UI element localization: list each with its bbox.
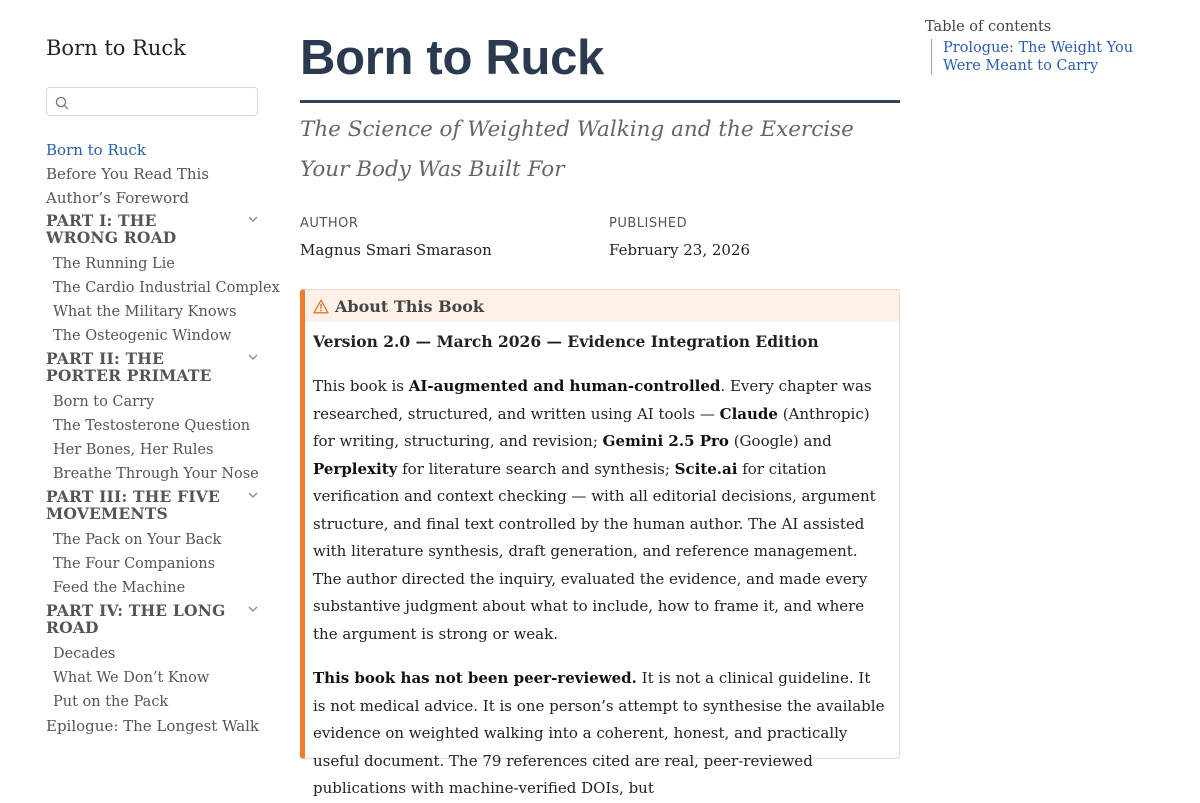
toc-link-prologue[interactable]: Prologue: The Weight You Were Meant to Carry xyxy=(943,40,1134,74)
search-icon xyxy=(55,96,69,110)
bold-text: Claude xyxy=(719,404,778,423)
nav-part-title: PART IV: THE LONG ROAD xyxy=(46,601,226,637)
site-title[interactable]: Born to Ruck xyxy=(46,36,186,60)
nav-chapter[interactable]: The Testosterone Question xyxy=(53,418,251,434)
sidebar-nav xyxy=(46,138,280,738)
text: This book is xyxy=(313,377,409,395)
author-block xyxy=(300,216,492,259)
version-line: Version 2.0 — March 2026 — Evidence Integration Edition xyxy=(313,332,819,351)
main-content xyxy=(300,0,900,797)
text: . Every chapter was researched, structured, and written using AI tools — xyxy=(313,377,872,423)
sidebar xyxy=(46,0,280,750)
search-input[interactable] xyxy=(73,91,253,112)
paragraph-ai-disclosure xyxy=(313,373,887,648)
published-date: February 23, 2026 xyxy=(609,241,751,259)
text: It is not a clinical guideline. It is not medical advice. It is one person’s attempt to synthesise the available evidence on weighted walking into a coherent, honest, and practically useful document. The 79 references cited are real, peer-reviewed publications with machine-verified DOIs, but xyxy=(313,669,885,797)
paragraph-peer-review xyxy=(313,665,887,803)
nav-chapter[interactable]: The Osteogenic Window xyxy=(53,328,232,344)
published-block xyxy=(609,216,750,259)
nav-chapter[interactable]: The Four Companions xyxy=(53,556,216,572)
title-divider xyxy=(300,100,900,103)
toc-list xyxy=(931,39,1175,75)
page-subtitle: The Science of Weighted Walking and the Exercise Your Body Was Built For xyxy=(300,117,854,182)
nav-part-title: PART I: THE WRONG ROAD xyxy=(46,211,177,247)
chevron-down-icon[interactable] xyxy=(246,602,260,616)
nav-chapter[interactable]: The Pack on Your Back xyxy=(53,532,222,548)
bold-text: Scite.ai xyxy=(674,459,738,478)
nav-part-title: PART II: THE PORTER PRIMATE xyxy=(46,349,212,385)
bold-text: This book has not been peer-reviewed. xyxy=(313,669,637,687)
nav-chapter[interactable]: Born to Carry xyxy=(53,394,155,410)
nav-chapter[interactable]: Breathe Through Your Nose xyxy=(53,466,259,482)
text: (Anthropic) for writing, structuring, and revision; xyxy=(313,404,870,450)
bold-text: Perplexity xyxy=(313,459,398,478)
text: for literature search and synthesis; xyxy=(397,459,675,478)
search-box[interactable] xyxy=(46,87,258,116)
nav-item-born-to-ruck[interactable]: Born to Ruck xyxy=(46,141,146,159)
nav-part-4[interactable] xyxy=(46,602,260,636)
bold-text: Gemini 2.5 Pro xyxy=(602,432,729,450)
author-name: Magnus Smari Smarason xyxy=(300,241,492,259)
nav-chapter[interactable]: Feed the Machine xyxy=(53,580,186,596)
chevron-down-icon[interactable] xyxy=(246,212,260,226)
nav-chapter[interactable]: Put on the Pack xyxy=(53,694,169,710)
chevron-down-icon[interactable] xyxy=(246,488,260,502)
text: (Google) and xyxy=(728,432,832,450)
bold-text: AI-augmented and human-controlled xyxy=(408,377,721,395)
callout-header xyxy=(305,290,899,322)
nav-chapter[interactable]: What We Don’t Know xyxy=(53,670,210,686)
nav-item-authors-foreword[interactable]: Author’s Foreword xyxy=(46,189,189,207)
callout-title: About This Book xyxy=(335,296,485,316)
toc-heading: Table of contents xyxy=(925,19,1052,35)
nav-part-title: PART III: THE FIVE MOVEMENTS xyxy=(46,487,221,523)
nav-chapter[interactable]: The Running Lie xyxy=(53,256,175,272)
chevron-down-icon[interactable] xyxy=(246,350,260,364)
nav-chapter[interactable]: Her Bones, Her Rules xyxy=(53,442,214,458)
nav-chapter[interactable]: The Cardio Industrial Complex xyxy=(53,280,280,296)
text: for citation verification and context checking — with all editorial decisions, argument structure, and final text controlled by the human author. The AI assisted with literature synthesis, draft generation, and reference management. The author directed the inquiry, evaluated the evidence, and made every substantive judgment about what to include, how to frame it, and where the argument is strong or weak. xyxy=(313,459,876,643)
table-of-contents xyxy=(925,19,1175,75)
page-title: Born to Ruck xyxy=(300,31,605,85)
nav-part-3[interactable] xyxy=(46,488,260,522)
author-label: AUTHOR xyxy=(300,216,359,231)
nav-part-2[interactable] xyxy=(46,350,260,384)
nav-chapter[interactable]: Decades xyxy=(53,646,116,662)
nav-item-before-you-read[interactable]: Before You Read This xyxy=(46,165,210,183)
callout-body xyxy=(305,322,899,803)
nav-chapter[interactable]: What the Military Knows xyxy=(53,304,237,320)
about-callout xyxy=(300,289,900,797)
nav-part-1[interactable] xyxy=(46,212,260,246)
nav-item-epilogue[interactable]: Epilogue: The Longest Walk xyxy=(46,717,260,735)
published-label: PUBLISHED xyxy=(609,216,688,231)
warning-icon xyxy=(313,299,329,314)
